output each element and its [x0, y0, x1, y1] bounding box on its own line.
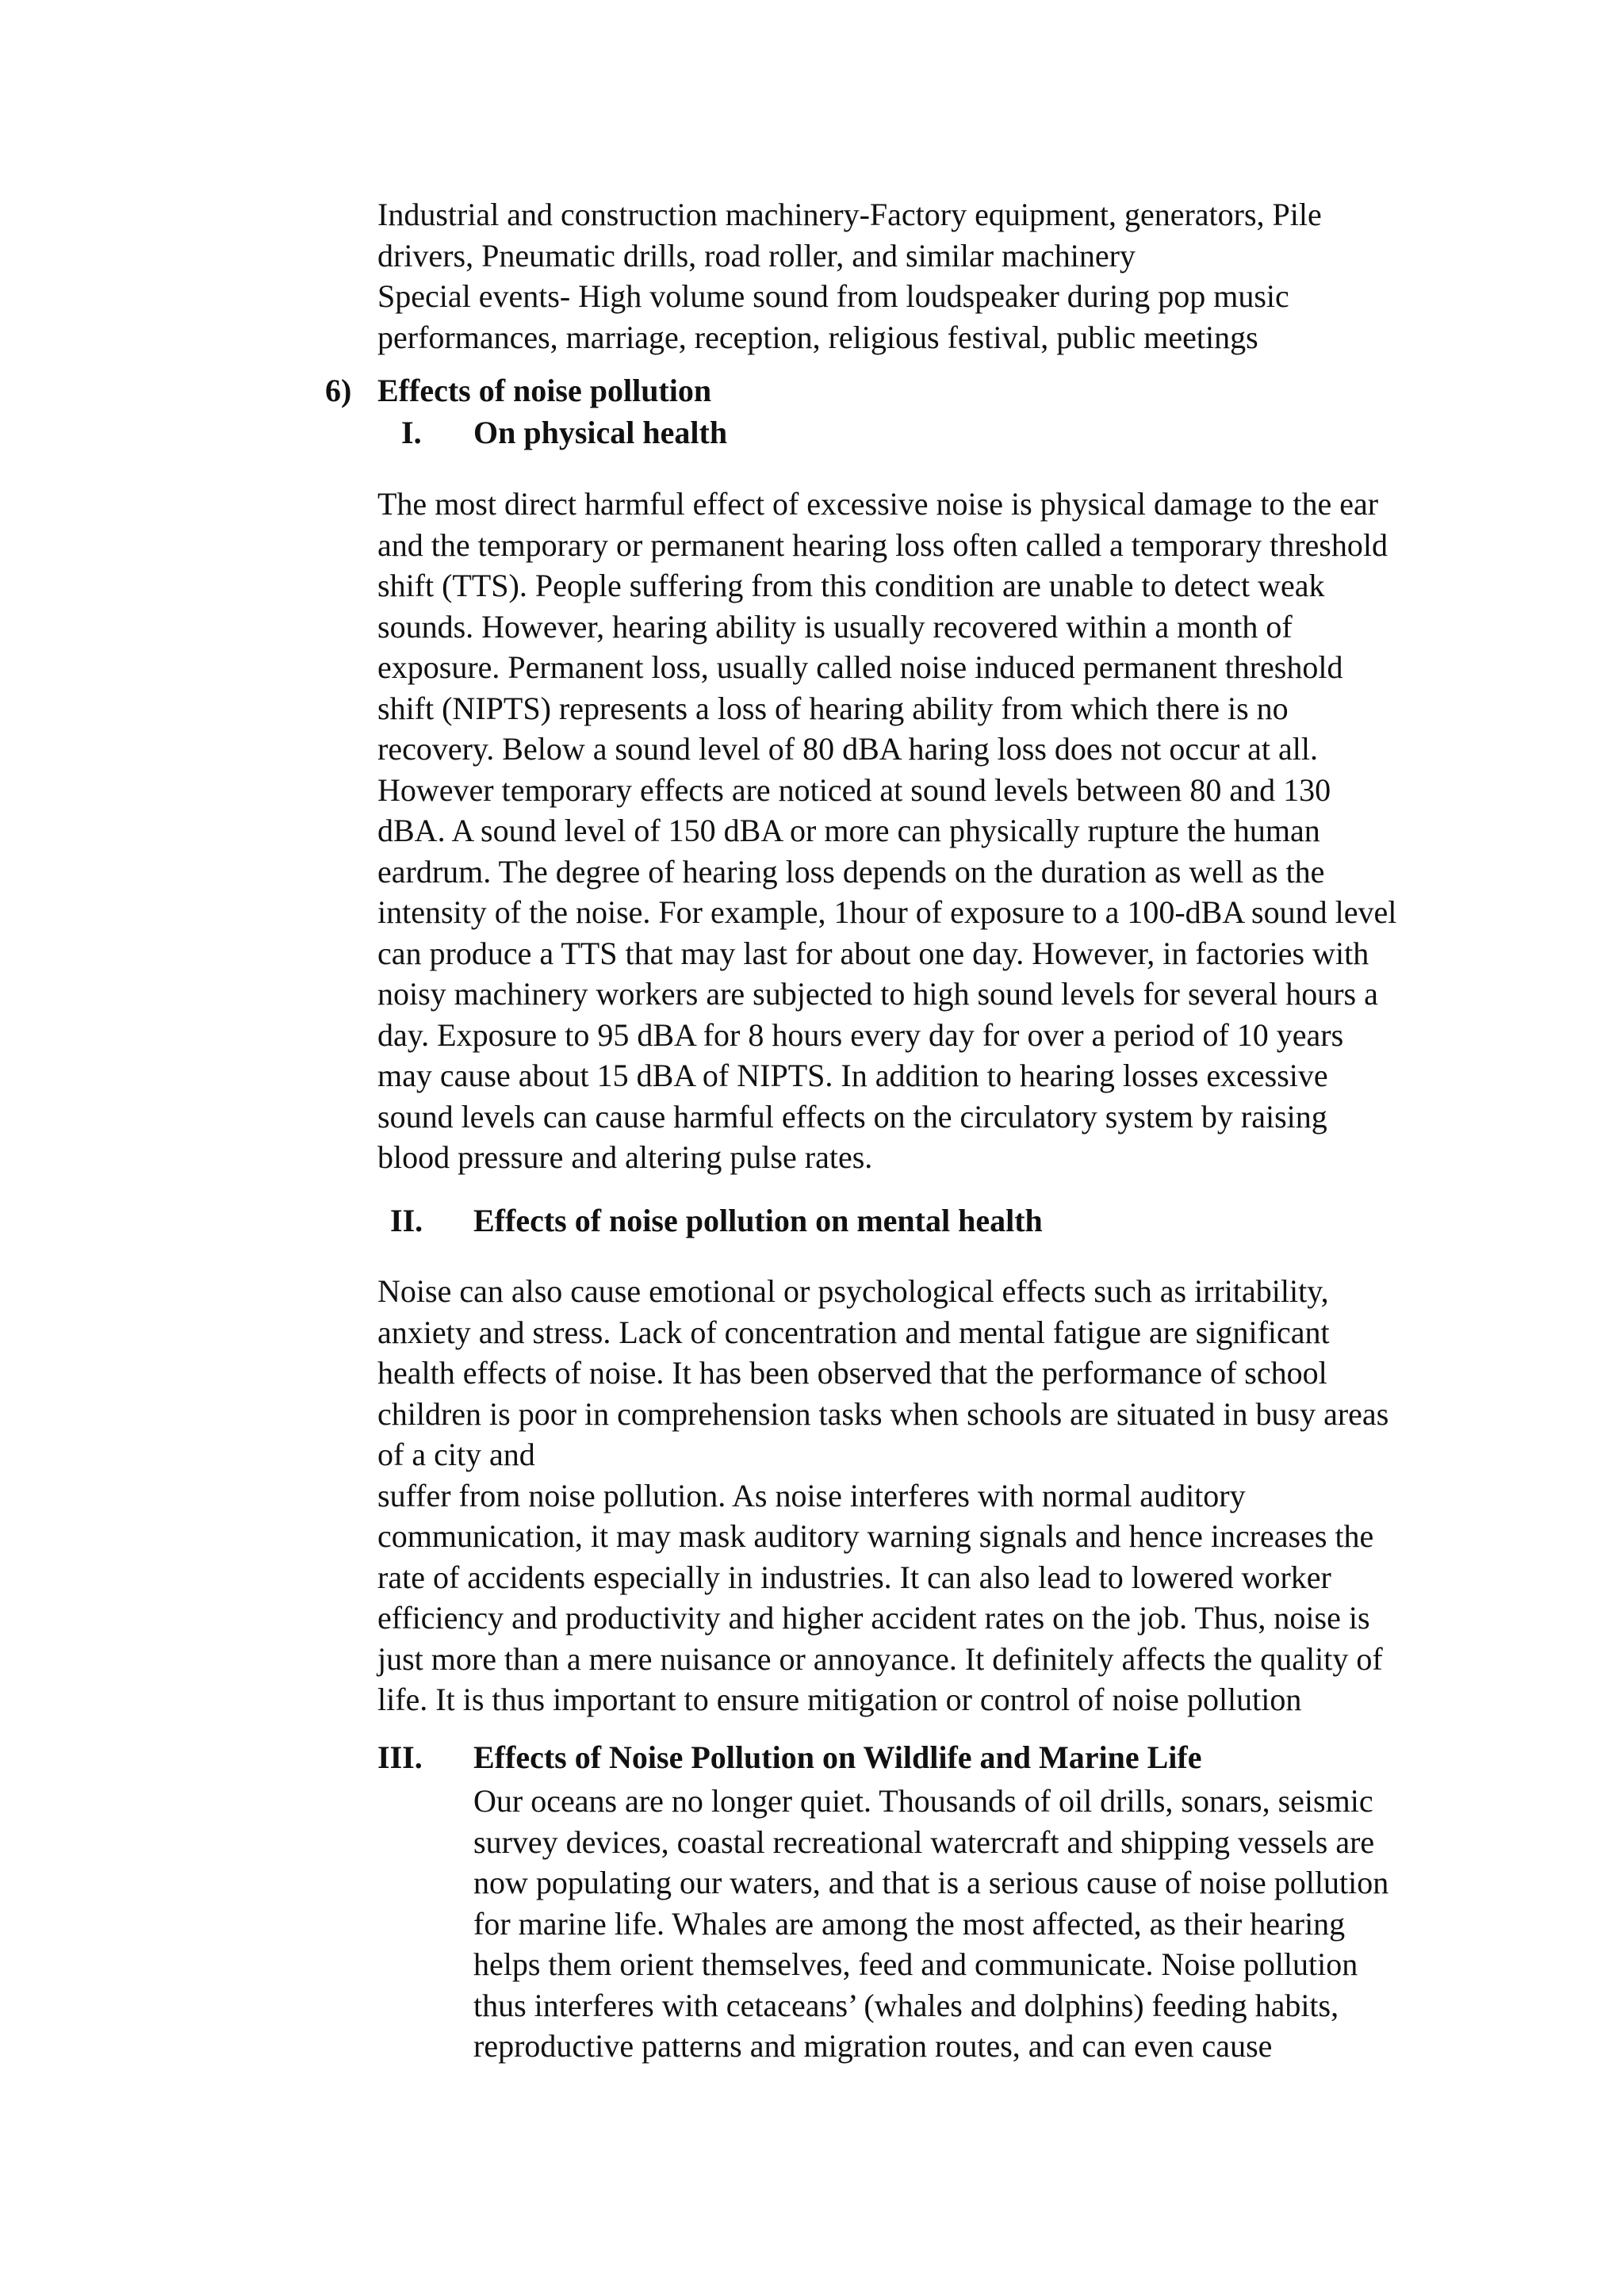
physical-health-paragraph	[377, 484, 1396, 1178]
text-line: sound levels can cause harmful effects on the circulatory system by raising	[377, 1098, 1327, 1135]
text-line: Noise can also cause emotional or psychological effects such as irritability,	[377, 1273, 1329, 1309]
text-line: blood pressure and altering pulse rates.	[377, 1139, 873, 1175]
text-line: for marine life. Whales are among the most affected, as their hearing	[473, 1905, 1346, 1942]
text-line: may cause about 15 dBA of NIPTS. In addition to hearing losses excessive	[377, 1058, 1328, 1093]
text-line: day. Exposure to 95 dBA for 8 hours every day for over a period of 10 years	[377, 1016, 1344, 1053]
text-line: The most direct harmful effect of excessive noise is physical damage to the ear	[377, 486, 1379, 522]
text-line: intensity of the noise. For example, 1hour of exposure to a 100-dBA sound level	[377, 894, 1397, 930]
text-line: efficiency and productivity and higher accident rates on the job. Thus, noise is	[377, 1600, 1370, 1636]
text-line: shift (NIPTS) represents a loss of hearing ability from which there is no	[377, 690, 1289, 726]
text-line: rate of accidents especially in industries. It can also lead to lowered worker	[377, 1559, 1331, 1595]
text-line: and the temporary or permanent hearing loss often called a temporary threshold	[377, 526, 1388, 563]
text-line: sounds. However, hearing ability is usually recovered within a month of	[377, 608, 1293, 645]
subsection-numeral: III.	[377, 1739, 423, 1775]
section-number: 6)	[325, 373, 352, 408]
text-line: now populating our waters, and that is a serious cause of noise pollution	[473, 1865, 1389, 1900]
subsection-title: Effects of Noise Pollution on Wildlife and Marine Life	[473, 1739, 1202, 1775]
text-line: survey devices, coastal recreational watercraft and shipping vessels are	[473, 1823, 1375, 1860]
subsection-title: Effects of noise pollution on mental health	[473, 1203, 1043, 1238]
text-line: of a city and	[377, 1437, 535, 1472]
subsection-numeral: I.	[401, 415, 422, 450]
intro-paragraph	[377, 194, 1322, 358]
mental-health-paragraph	[377, 1271, 1388, 1720]
text-line: reproductive patterns and migration routes, and can even cause	[473, 2028, 1273, 2064]
text-line: However temporary effects are noticed at sound levels between 80 and 130	[377, 771, 1331, 808]
text-line: just more than a mere nuisance or annoyance. It definitely affects the quality of	[377, 1640, 1383, 1677]
text-line: recovery. Below a sound level of 80 dBA haring loss does not occur at all.	[377, 731, 1319, 767]
text-line: drivers, Pneumatic drills, road roller, and similar machinery	[377, 237, 1136, 274]
text-line: noisy machinery workers are subjected to high sound levels for several hours a	[377, 976, 1378, 1012]
text-line: dBA. A sound level of 150 dBA or more can physically rupture the human	[377, 813, 1320, 848]
text-line: helps them orient themselves, feed and communicate. Noise pollution	[473, 1946, 1358, 1982]
section-title: Effects of noise pollution	[377, 373, 712, 408]
text-line: performances, marriage, reception, religious festival, public meetings	[377, 319, 1258, 355]
subsection-numeral: II.	[390, 1203, 423, 1238]
text-line: eardrum. The degree of hearing loss depends on the duration as well as the	[377, 853, 1325, 890]
text-line: Our oceans are no longer quiet. Thousands of oil drills, sonars, seismic	[473, 1783, 1373, 1819]
text-line: communication, it may mask auditory warning signals and hence increases the	[377, 1518, 1374, 1554]
text-line: exposure. Permanent loss, usually called noise induced permanent threshold	[377, 649, 1343, 685]
text-line: health effects of noise. It has been observed that the performance of school	[377, 1355, 1327, 1391]
text-line: shift (TTS). People suffering from this condition are unable to detect weak	[377, 568, 1325, 603]
text-line: can produce a TTS that may last for about one day. However, in factories with	[377, 935, 1369, 971]
text-line: anxiety and stress. Lack of concentration and mental fatigue are significant	[377, 1314, 1330, 1350]
subsection-title: On physical health	[473, 415, 728, 450]
text-line: children is poor in comprehension tasks when schools are situated in busy areas	[377, 1395, 1389, 1432]
text-line: thus interferes with cetaceans’ (whales and dolphins) feeding habits,	[473, 1987, 1339, 2023]
text-line: Special events- High volume sound from loudspeaker during pop music	[377, 278, 1289, 314]
text-line: suffer from noise pollution. As noise interferes with normal auditory	[377, 1477, 1246, 1513]
text-line: Industrial and construction machinery-Factory equipment, generators, Pile	[377, 197, 1322, 232]
wildlife-paragraph	[473, 1781, 1388, 2067]
text-line: life. It is thus important to ensure mitigation or control of noise pollution	[377, 1682, 1302, 1717]
